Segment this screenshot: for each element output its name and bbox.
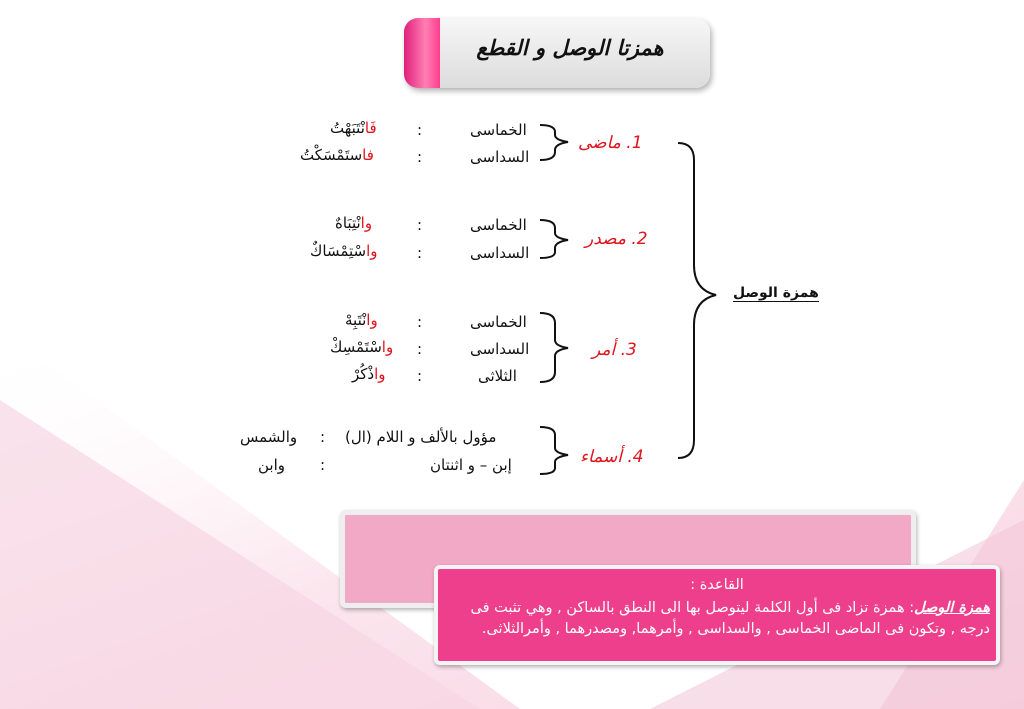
rule-box [434,565,1000,665]
rule-heading: القاعدة : [690,577,744,593]
row-type: الخماسى [470,313,527,331]
row-separator: : [417,340,423,358]
row-example: والشمس [240,428,298,446]
rule-body [444,598,990,640]
row-example: وانْتَبِهْ [345,311,378,329]
row-example: واسْتِمْسَاكٌ [310,242,378,260]
row-separator: : [417,367,423,385]
row-type: الثلاثى [478,367,517,385]
row-type: السداسى [470,148,530,166]
row-example: واذْكُرْ [352,365,386,383]
brace-section-2 [540,220,568,258]
brace-section-4 [540,427,568,474]
row-type: مؤول بالألف و اللام (ال) [345,428,497,446]
row-example: واسْتَمْسِكْ [330,338,394,356]
row-type: الخماسى [470,216,527,234]
row-separator: : [417,313,423,331]
rule-text: : همزة تزاد فى أول الكلمة ليتوصل بها الى النطق بالساكن , وهي تثبت فى درجه , وتكون فى الماضى الخماسى , والسداسى , وأمرهما, ومصدرهما , وأمرالثلاثى. [470,600,990,637]
row-separator: : [417,148,423,166]
rule-term: همزة الوصل [914,600,990,616]
row-type: السداسى [470,244,530,262]
main-category-label: همزة الوصل [733,285,819,301]
row-type: السداسى [470,340,530,358]
brace-section-1 [540,125,568,160]
page-title: همزتا الوصل و القطع [476,36,664,60]
section-3-label: 3. أمر [592,340,637,360]
row-separator: : [320,428,326,446]
section-1-label: 1. ماضى [578,133,643,153]
row-separator: : [417,121,423,139]
brace-section-3 [540,313,568,382]
row-type: الخماسى [470,121,527,139]
row-example: فَانْتَبَهْتُ [330,119,377,137]
section-4-label: 4. أسماء [580,447,644,467]
section-2-label: 2. مصدر [585,229,648,249]
row-type: إبن – و اثنتان [430,456,512,474]
row-example: وانْتِبَاهٌ [335,214,373,232]
row-separator: : [417,216,423,234]
row-example: وابن [258,456,286,474]
row-example: فاستَمْسَكْتُ [300,146,374,164]
row-separator: : [320,456,326,474]
main-brace [678,143,716,458]
row-separator: : [417,244,423,262]
